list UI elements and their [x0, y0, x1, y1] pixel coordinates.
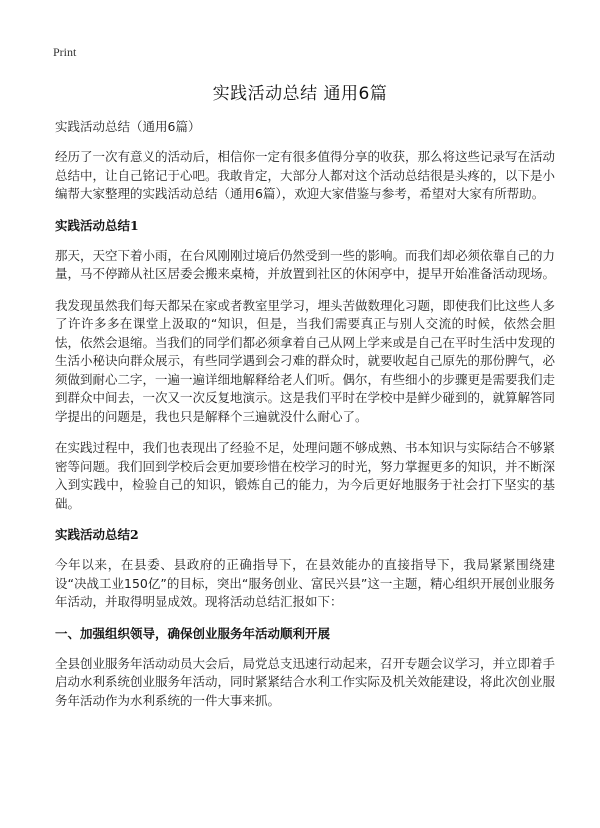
document-subtitle: 实践活动总结（通用6篇） [55, 119, 201, 134]
section-heading: 实践活动总结2 [55, 527, 139, 542]
page-title: 实践活动总结 通用6篇 [212, 84, 388, 104]
print-link[interactable]: Print [53, 45, 77, 59]
section-paragraph: 在实践过程中，我们也表现出了经验不足，处理问题不够成熟、书本知识与实际结合不够紧密等问题。我们回到学校后会更加要珍惜在校学习的时光，努力掌握更多的知识，并不断深入到实践中，检验自己的知识，锻炼自己的能力，为今后更好地服务于社会打下坚实的基础。 [55, 440, 556, 511]
section-heading: 一、加强组织领导，确保创业服务年活动顺利开展 [55, 625, 331, 641]
section-paragraph: 全县创业服务年活动动员大会后，局党总支迅速行动起来，召开专题会议学习，并立即着手启动水利系统创业服务年活动，同时紧紧结合水利工作实际及机关效能建设，将此次创业服务年活动作为水利系统的一件大事来抓。 [55, 655, 556, 708]
intro-paragraph: 经历了一次有意义的活动后，相信你一定有很多值得分享的收获，那么将这些记录写在活动总结中，让自己铭记于心吧。我敢肯定，大部分人都对这个活动总结很是头疼的，以下是小编帮大家整理的实践活动总结（通用6篇），欢迎大家借鉴与参考，希望对大家有所帮助。 [55, 149, 556, 201]
section-paragraph: 今年以来，在县委、县政府的正确指导下，在县效能办的直接指导下，我局紧紧围绕建设“决战工业150亿”的目标，突出“服务创业、富民兴县”这一主题，精心组织开展创业服务年活动，并取得明显成效。现将活动总结汇报如下： [55, 557, 555, 609]
document-body [55, 118, 555, 723]
section-heading: 实践活动总结1 [55, 217, 139, 233]
section-paragraph: 那天，天空下着小雨，在台风刚刚过境后仍然受到一些的影响。而我们却必须依靠自己的力量，马不停蹄从社区居委会搬来桌椅，并放置到社区的休闲亭中，提早开始准备活动现场。 [55, 247, 556, 281]
section-paragraph: 我发现虽然我们每天都呆在家或者教室里学习，埋头苦做数理化习题，即使我们比这些人多了许许多多在课堂上汲取的“知识，但是，当我们需要真正与别人交流的时候，依然会胆怯，依然会退缩。当我们的同学们都必须拿着自己从网上学来或是自己在平时生活中发现的生活小秘诀向群众展示，有些同学遇到会刁难的群众时，就要收起自己原先的那份脾气，必须做到耐心二字，一遍一遍详细地解释给老人们听。偶尔，有些细小的步骤更是需要我们走到群众中间去，一次又一次反复地演示。这是我们平时在学校中是鲜少碰到的，就算解答同学提出的问题是，我也只是解释个三遍就没什么耐心了。 [55, 297, 556, 424]
